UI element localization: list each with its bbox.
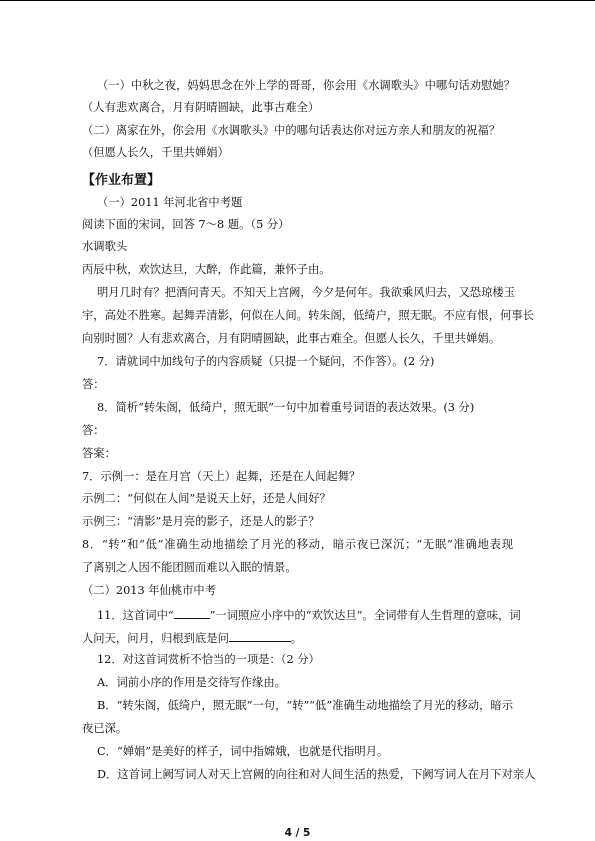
answer-label-7: 答： xyxy=(82,378,105,391)
answer-1: （人有悲欢离合，月有阴晴圆缺，此事古难全） xyxy=(82,101,320,114)
answer-7-example-3: 示例三：“清影”是月亮的影子，还是人的影子？ xyxy=(82,515,320,528)
poem-line-2: 宇，高处不胜寒。起舞弄清影，何似在人间。转朱阁，低绮户，照无眠。不应有恨，何事长 xyxy=(82,309,534,322)
option-b-line-1: B．“转朱阁，低绮户，照无眠”一句，“转”“低”准确生动地描绘了月光的移动，暗示 xyxy=(97,699,513,712)
question-8: 8．简析“转朱阁，低绮户，照无眠”一句中加着重号词语的表达效果。(3 分) xyxy=(97,401,475,414)
answer-2: （但愿人长久，千里共婵娟） xyxy=(82,146,229,159)
answer-blank-2 xyxy=(229,630,291,642)
section-heading-homework: 【作业布置】 xyxy=(82,173,161,188)
question-11-text-c: 人问天，问月，归根到底是问 xyxy=(82,632,229,645)
option-d: D．这首词上阙写词人对天上宫阙的向往和对人间生活的热爱，下阙写词人在月下对亲人 xyxy=(97,768,536,781)
question-11-line-2 xyxy=(82,630,302,646)
answer-7-example-2: 示例二：“何似在人间”是说天上好，还是人间好？ xyxy=(82,492,331,505)
answer-blank-1 xyxy=(174,607,210,619)
question-11-text-d: 。 xyxy=(290,632,303,645)
answer-7-example-1: 7．示例一：是在月宫（天上）起舞，还是在人间起舞？ xyxy=(82,470,361,483)
question-7: 7．请就词中加线句子的内容质疑（只提一个疑问，不作答）。(2 分) xyxy=(97,355,435,368)
answer-8-line-1: 8．“转”和“低”准确生动地描绘了月光的移动，暗示夜已深沉；“无眠”准确地表现 xyxy=(82,538,513,551)
instruction: 阅读下面的宋词，回答 7～8 题。（5 分） xyxy=(82,218,290,231)
question-2: （二）离家在外，你会用《水调歌头》中的哪句话表达你对远方亲人和朋友的祝福？ xyxy=(82,124,500,137)
option-b-line-2: 夜已深。 xyxy=(82,722,128,735)
poem-line-3: 向别时圆？人有悲欢离合，月有阴晴圆缺，此事古难全。但愿人长久，千里共婵娟。 xyxy=(82,332,500,345)
poem-title: 水调歌头 xyxy=(82,240,128,253)
option-c: C．“婵娟”是美好的样子，词中指嫦娥，也就是代指明月。 xyxy=(97,745,389,758)
answer-label-8: 答： xyxy=(82,424,105,437)
exam-title-2: （二）2013 年仙桃市中考 xyxy=(82,584,217,597)
question-11-text-b: ”一词照应小序中的“欢饮达旦”。全词带有人生哲理的意味，词 xyxy=(209,609,521,622)
question-1: （一）中秋之夜，妈妈思念在外上学的哥哥，你会用《水调歌头》中哪句话劝慰她？ xyxy=(97,79,515,92)
answer-8-line-2: 了离别之人因不能团圆而难以入眠的情景。 xyxy=(82,561,297,574)
exam-title-1: （一）2011 年河北省中考题 xyxy=(97,196,243,209)
poem-preface: 丙辰中秋，欢饮达旦，大醉，作此篇，兼怀子由。 xyxy=(82,263,331,276)
answer-key-label: 答案： xyxy=(82,447,116,460)
option-a: A．词前小序的作用是交待写作缘由。 xyxy=(97,676,286,689)
question-11-line-1 xyxy=(97,607,521,623)
question-12: 12．对这首词赏析不恰当的一项是：（2 分） xyxy=(97,653,320,666)
poem-line-1: 明月几时有？把酒问青天。不知天上宫阙，今夕是何年。我欲乘风归去，又恐琼楼玉 xyxy=(97,286,515,299)
top-rule xyxy=(0,0,595,1)
question-11-text-a: 11．这首词中“ xyxy=(97,609,174,622)
page-number: 4 / 5 xyxy=(284,827,311,839)
